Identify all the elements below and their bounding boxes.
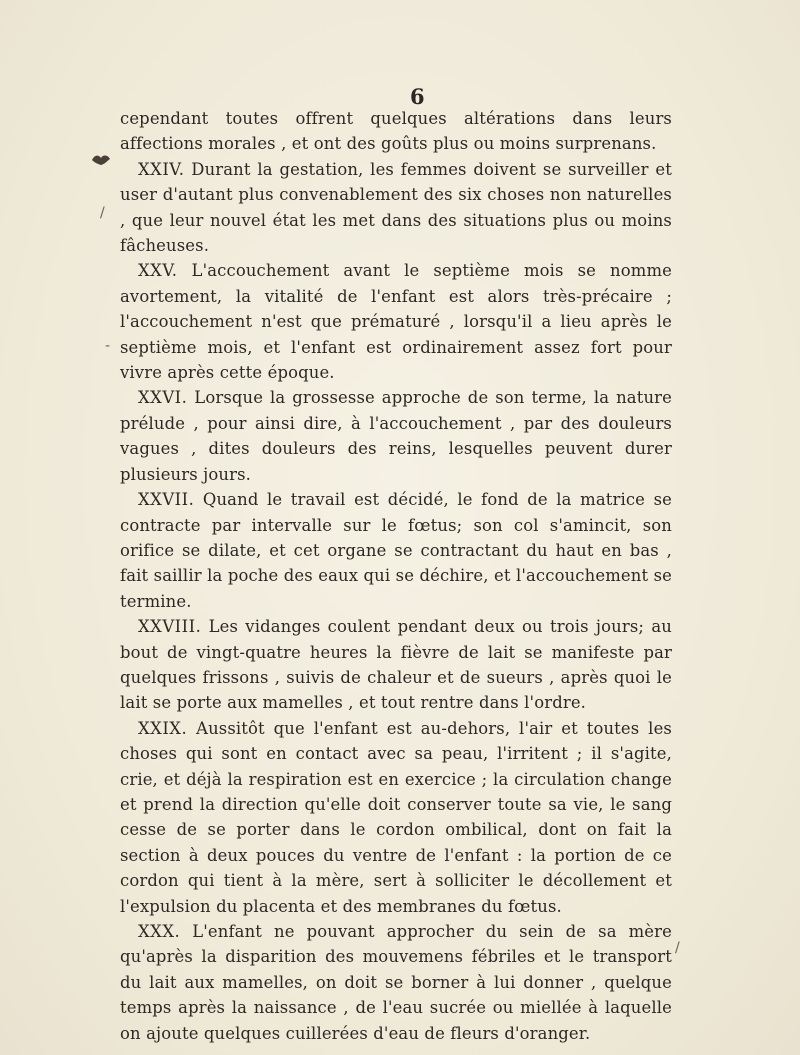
paragraph-text: Quand le travail est décidé, le fond de la matrice se contracte par intervalle sur le fœtus; son col s'amincit, son orifice se dilate, et cet organe se contractant du haut en bas , fait saillir la poche des eaux qui se déchire, et l'accouchement se termine. <box>120 490 672 611</box>
paragraph-xxiv <box>120 157 672 259</box>
paragraph-numeral: XXVIII. <box>138 617 202 637</box>
paragraph-numeral: XXVI. <box>138 388 188 408</box>
paragraph-xxix <box>120 716 672 919</box>
paragraph-numeral: XXIX. <box>138 718 188 738</box>
paragraph-text: L'accouchement avant le septième mois se nomme avortement, la vitalité de l'enfant est alors très-précaire ; l'accouchement n'est que prématuré , lorsqu'il a lieu après le septième mois, et l'enfant est ordinairement assez fort pour vivre après cette époque. <box>120 261 672 383</box>
paragraph-intro <box>120 106 672 157</box>
paragraph-text: Les vidanges coulent pendant deux ou trois jours; au bout de vingt-quatre heures la fièvre de lait se manifeste par quelques frissons , suivis de chaleur et de sueurs , après quoi le lait se porte aux mamelles , et tout rentre dans l'ordre. <box>120 617 672 713</box>
margin-tick-mark: / <box>675 940 680 956</box>
paragraph-text: Lorsque la grossesse approche de son terme, la nature prélude , pour ainsi dire, à l'accouchement , par des douleurs vagues , dites douleurs des reins, lesquelles peuvent durer plusieurs jours. <box>120 388 672 484</box>
paragraph-text: L'enfant ne pouvant approcher du sein de sa mère qu'après la disparition des mouvemens fébriles et le transport du lait aux mamelles, on doit se borner à lui donner , quelque temps après la naissance , de l'eau sucrée ou miellée à laquelle on ajoute quelques cuillerées d'eau de fleurs d'oranger. <box>120 922 672 1043</box>
body-text <box>120 106 672 1046</box>
margin-tick-mark: / <box>100 205 105 221</box>
paragraph-numeral: XXIV. <box>138 159 185 179</box>
paragraph-numeral: XXX. <box>138 922 181 941</box>
paragraph-xxx <box>120 919 672 1046</box>
paragraph-text: cependant toutes offrent quelques altérations dans leurs affections morales , et ont des goûts plus ou moins surprenans. <box>120 109 672 154</box>
paragraph-xxvii <box>120 487 672 614</box>
page-number: 6 <box>410 84 425 109</box>
margin-tick-mark: - <box>105 338 111 354</box>
paragraph-text: Aussitôt que l'enfant est au-dehors, l'air et toutes les choses qui sont en contact avec sa peau, l'irritent ; il s'agite, crie, et déjà la respiration est en exercice ; la circulation change et prend la direction qu'elle doit conserver toute sa vie, le sang cesse de se porter dans le cordon ombilical, dont on fait la section à deux pouces du ventre de l'enfant : la portion de ce cordon qui tient à la mère, sert à solliciter le décollement et l'expulsion du placenta et des membranes du fœtus. <box>120 718 672 916</box>
paragraph-xxvi <box>120 385 672 487</box>
paragraph-xxviii <box>120 614 672 716</box>
paragraph-numeral: XXVII. <box>138 490 195 510</box>
ink-blot-icon <box>90 152 112 168</box>
paragraph-numeral: XXV. <box>138 261 178 281</box>
paragraph-text: Durant la gestation, les femmes doivent se surveiller et user d'autant plus convenablement des six choses non naturelles , que leur nouvel état les met dans des situations plus ou moins fâcheuses. <box>120 159 672 256</box>
paragraph-xxv <box>120 258 672 385</box>
